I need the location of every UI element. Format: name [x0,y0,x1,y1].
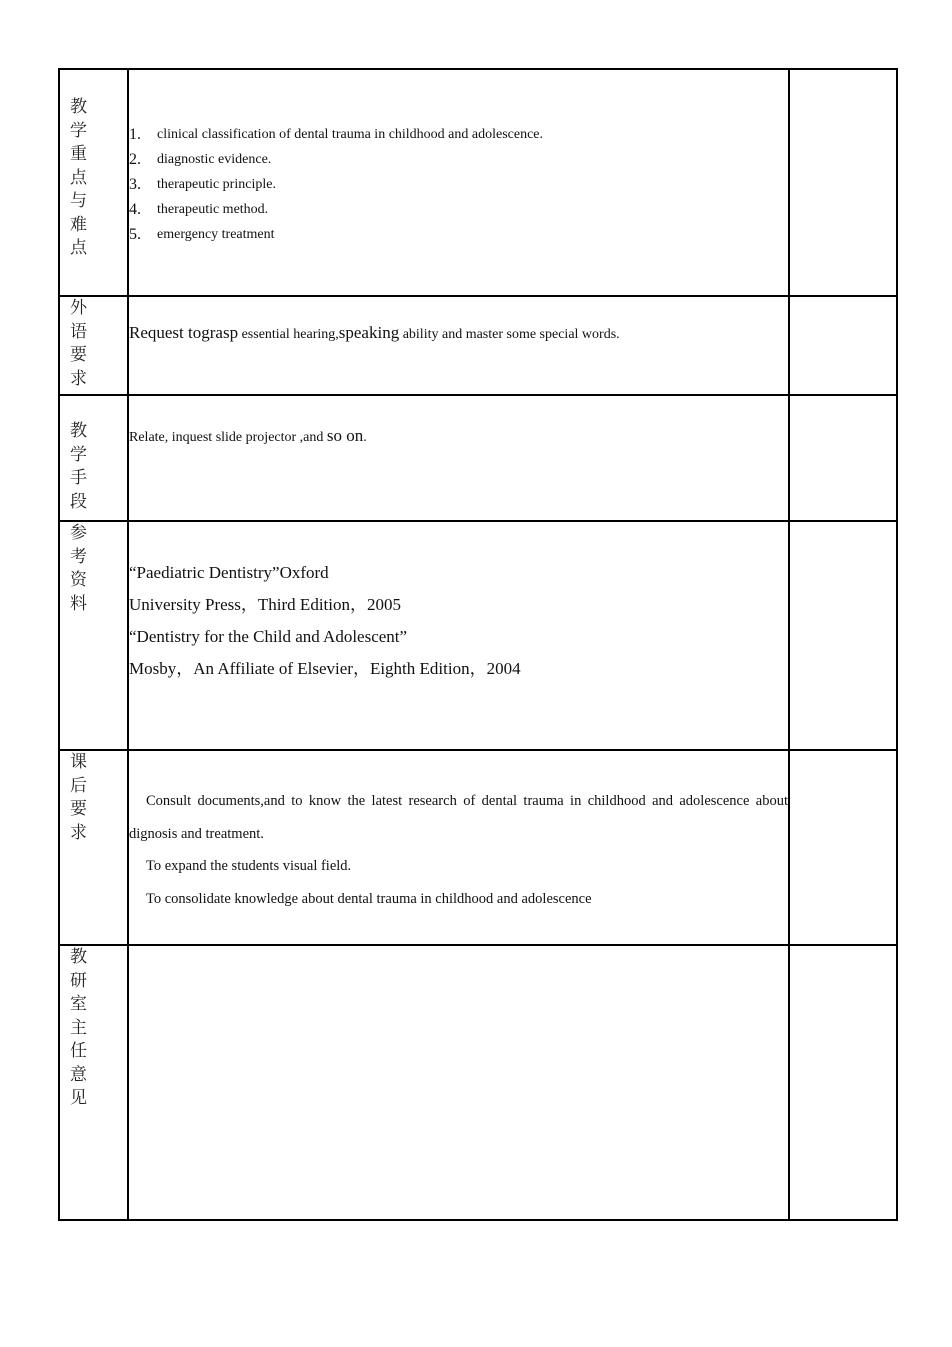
side-cell [789,296,897,395]
reference-line: “Dentistry for the Child and Adolescent” [129,627,408,646]
list-item: 4. therapeutic method. [129,201,269,218]
list-item: 1. clinical classification of dental trauma in childhood and adolescence. [129,126,544,143]
row-department-opinion [59,945,897,1220]
row-label-cell [59,296,128,395]
reference-line: “Paediatric Dentistry”Oxford [129,563,329,582]
row-key-points [59,69,897,296]
side-cell [789,395,897,521]
after-class-cell [128,750,789,945]
key-points-cell [128,69,789,296]
row-label-cell [59,521,128,750]
key-points-list [129,122,788,247]
row-label: 参 考 资 料 [70,523,87,614]
references-list [129,557,788,685]
side-cell [789,750,897,945]
department-opinion-cell [128,945,789,1220]
list-item: 5. emergency treatment [129,226,275,243]
row-label: 课 后 要 求 [70,752,87,843]
row-teaching-methods [59,395,897,521]
side-cell [789,521,897,750]
row-label: 教 研 室 主 任 意 见 [70,947,87,1108]
row-label: 外 语 要 求 [70,298,87,389]
row-label-cell [59,69,128,296]
row-label-cell [59,750,128,945]
teaching-methods-text: Relate, inquest slide projector ,and so on. [129,426,367,445]
row-after-class [59,750,897,945]
after-class-text: Consult documents,and to know the latest research of dental trauma in childhood and adolescence about dignosis and treatment. To expand the students visual field. To consolidate knowledge about dental trauma in childhood and adolescence [129,793,788,907]
row-label-cell [59,945,128,1220]
list-item: 3. therapeutic principle. [129,176,276,193]
side-cell [789,69,897,296]
row-label: 教 学 手 段 [70,421,87,512]
language-requirement-text: Request tograsp essential hearing,speaking ability and master some special words. [129,323,620,342]
references-cell [128,521,789,750]
row-label-cell [59,395,128,521]
row-references [59,521,897,750]
language-requirement-cell [128,296,789,395]
list-item: 2. diagnostic evidence. [129,151,272,168]
teaching-methods-cell [128,395,789,521]
side-cell [789,945,897,1220]
reference-line: Mosby，An Affiliate of Elsevier，Eighth Edition，2004 [129,659,521,678]
row-language-requirement [59,296,897,395]
row-label: 教 学 重 点 与 难 点 [70,97,87,258]
reference-line: University Press，Third Edition，2005 [129,595,401,614]
lesson-plan-table [58,68,898,1221]
